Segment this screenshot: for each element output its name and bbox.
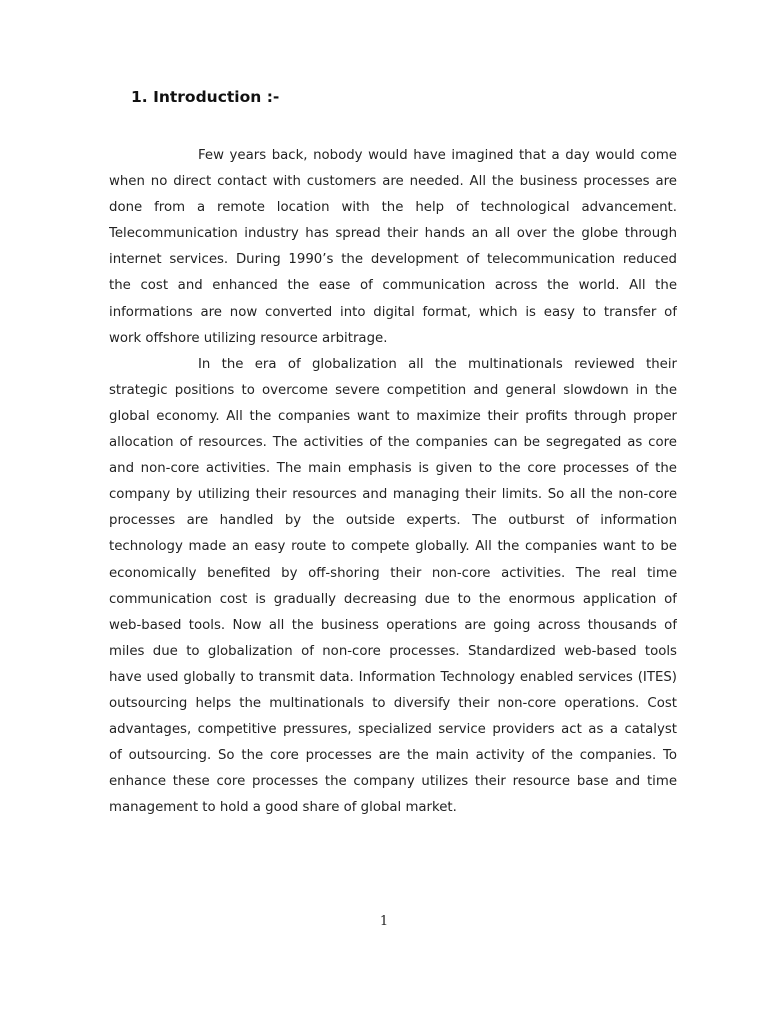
body-text [109, 143, 677, 821]
paragraph-1-line-1: Few years back, nobody would have imagined that a day would come [198, 148, 677, 163]
paragraph-2-line-6: company by utilizing their resources and managing their limits. So all the non-core [109, 487, 677, 503]
paragraph-1-line-2: when no direct contact with customers are needed. All the business processes are [109, 174, 677, 190]
paragraph-2-line-8: technology made an easy route to compete globally. All the companies want to be [109, 539, 677, 555]
paragraph-1-line-8: work offshore utilizing resource arbitrage. [109, 330, 388, 346]
paragraph-2-line-1: In the era of globalization all the multinationals reviewed their [198, 356, 677, 372]
paragraph-2-line-15: advantages, competitive pressures, specialized service providers act as a catalyst [109, 722, 677, 738]
paragraph-1-line-3: done from a remote location with the help of technological advancement. [109, 200, 677, 216]
paragraph-2-line-5: and non-core activities. The main emphasis is given to the core processes of the [109, 461, 677, 477]
paragraph-2-line-2: strategic positions to overcome severe competition and general slowdown in the [109, 382, 677, 398]
paragraph-2-line-10: communication cost is gradually decreasing due to the enormous application of [109, 591, 677, 607]
paragraph-2-line-11: web-based tools. Now all the business operations are going across thousands of [109, 617, 677, 633]
paragraph-1-line-5: internet services. During 1990’s the development of telecommunication reduced [109, 252, 677, 268]
paragraph-2-line-13: have used globally to transmit data. Information Technology enabled services (ITES) [109, 669, 677, 685]
section-heading: 1. Introduction :- [131, 88, 280, 106]
page-number: 1 [379, 914, 389, 929]
paragraph-2-line-7: processes are handled by the outside experts. The outburst of information [109, 513, 677, 529]
paragraph-1-line-4: Telecommunication industry has spread their hands an all over the globe through [109, 226, 677, 242]
paragraph-2-line-18: management to hold a good share of global market. [109, 800, 457, 816]
paragraph-2-line-4: allocation of resources. The activities of the companies can be segregated as core [109, 435, 677, 451]
paragraph-2-line-14: outsourcing helps the multinationals to diversify their non-core operations. Cost [109, 695, 677, 711]
paragraph-2-line-17: enhance these core processes the company utilizes their resource base and time [109, 774, 677, 790]
paragraph-2-line-3: global economy. All the companies want to maximize their profits through proper [109, 408, 677, 424]
paragraph-2-line-9: economically benefited by off-shoring their non-core activities. The real time [109, 565, 677, 581]
paragraph-1-line-6: the cost and enhanced the ease of communication across the world. All the [109, 278, 677, 294]
paragraph-2-line-16: of outsourcing. So the core processes are the main activity of the companies. To [109, 748, 677, 764]
paragraph-1-line-7: informations are now converted into digital format, which is easy to transfer of [109, 304, 677, 320]
paragraph-2-line-12: miles due to globalization of non-core processes. Standardized web-based tools [109, 643, 677, 659]
